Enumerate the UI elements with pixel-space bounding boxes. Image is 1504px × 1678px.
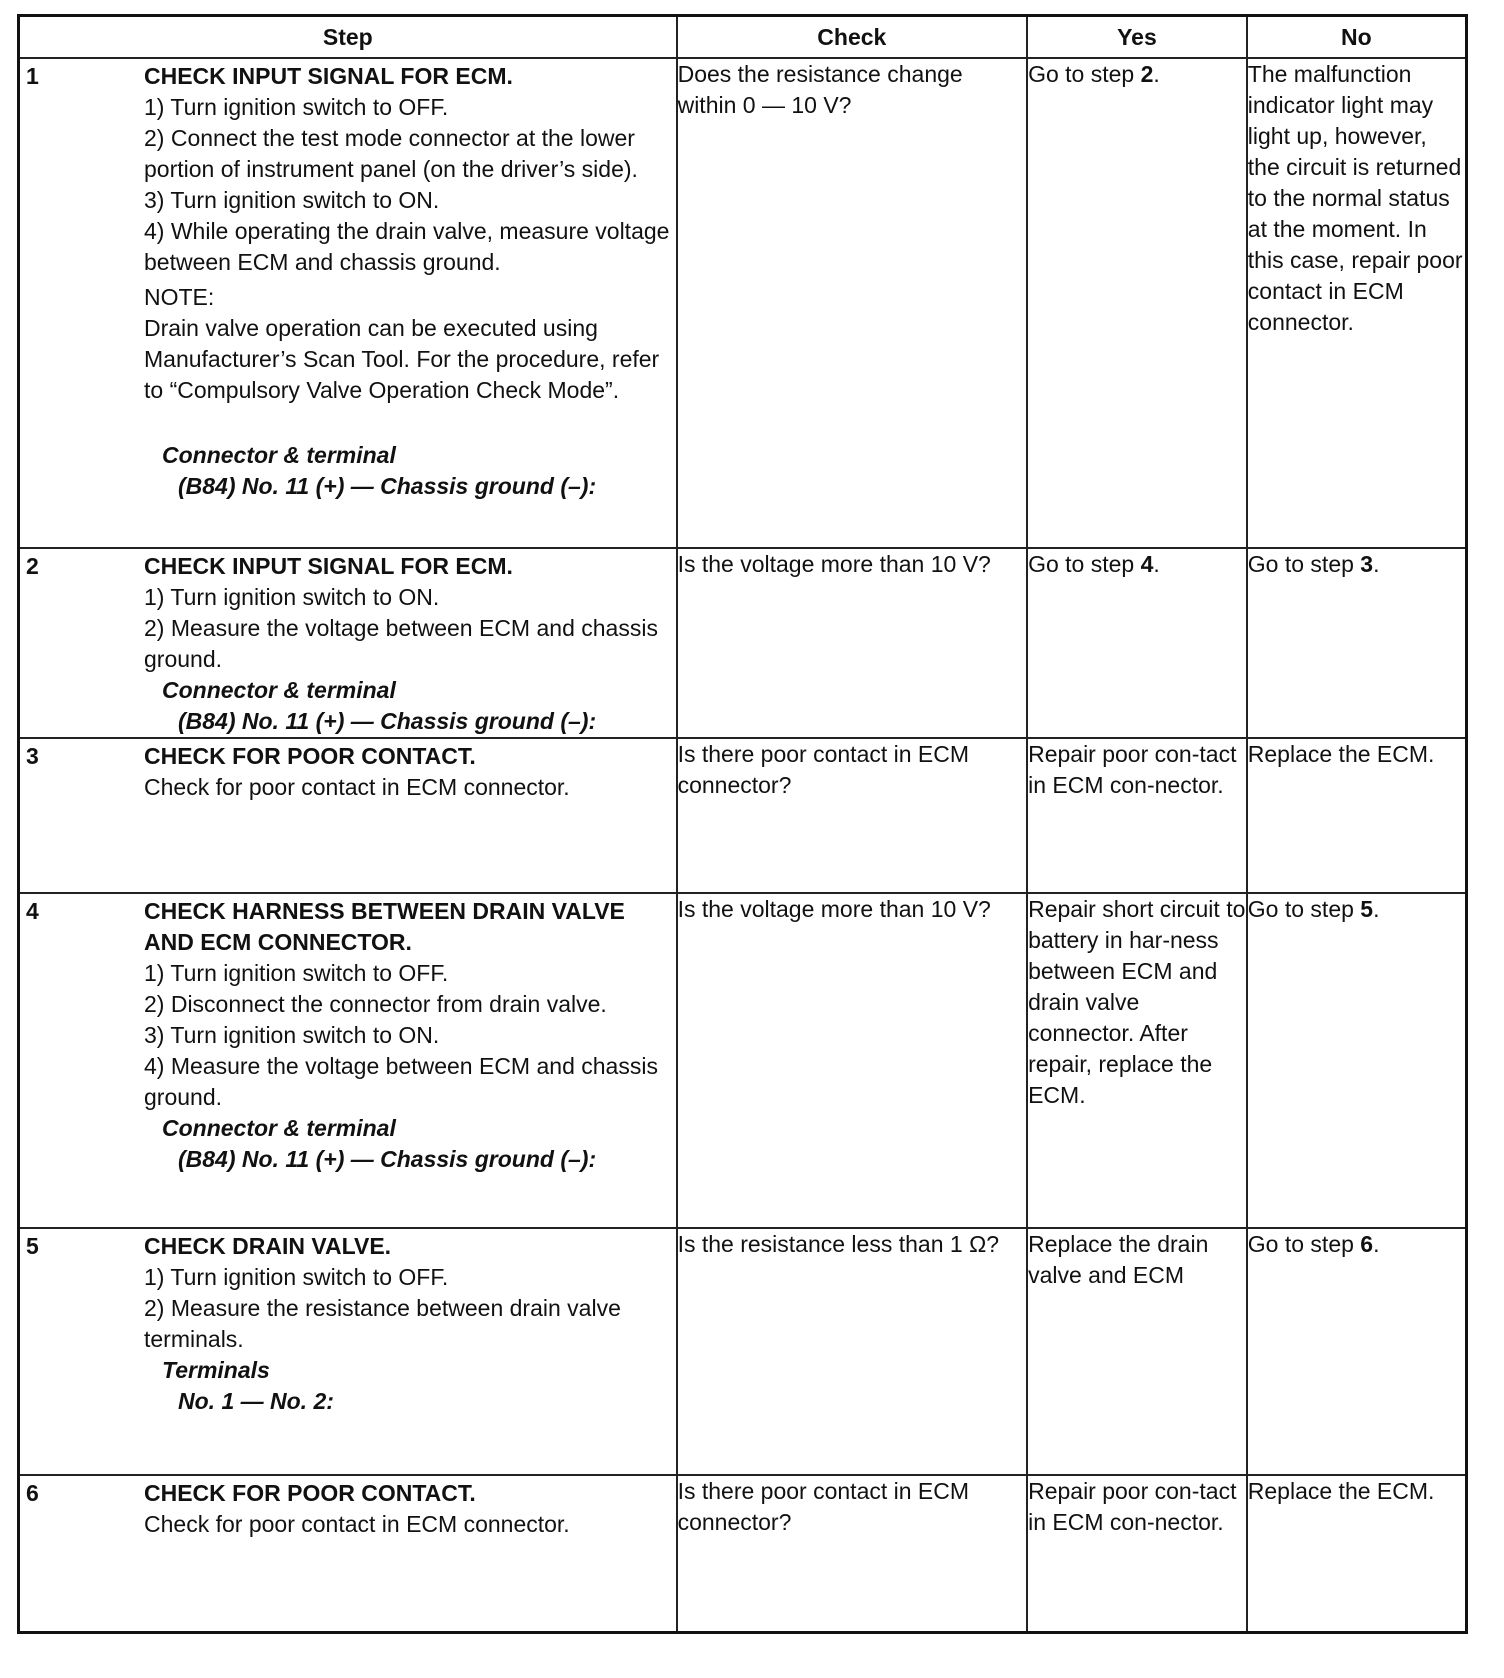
note-text: Drain valve operation can be executed using Manufacturer’s Scan Tool. For the procedure, refer to “Compulsory Valve Operation Check Mode”. bbox=[144, 315, 660, 403]
connector-terminal-label: Connector & terminal bbox=[162, 1115, 396, 1141]
instruction: 1) Turn ignition switch to ON. bbox=[144, 584, 440, 610]
check-cell: Is there poor contact in ECM connector? bbox=[677, 1475, 1028, 1632]
check-cell: Does the resistance change within 0 — 10 V? bbox=[677, 58, 1028, 548]
yes-cell: Repair poor con-tact in ECM con-nector. bbox=[1027, 1475, 1247, 1632]
connector-terminal-value: (B84) No. 11 (+) — Chassis ground (–): bbox=[178, 1146, 597, 1172]
header-check: Check bbox=[677, 16, 1028, 59]
instruction: Check for poor contact in ECM connector. bbox=[144, 774, 570, 800]
instruction: 2) Measure the resistance between drain valve terminals. bbox=[144, 1295, 621, 1352]
step-cell bbox=[19, 58, 677, 548]
step-number: 5 bbox=[26, 1233, 39, 1259]
instruction: 1) Turn ignition switch to OFF. bbox=[144, 1264, 449, 1290]
yes-cell: Replace the drain valve and ECM bbox=[1027, 1228, 1247, 1475]
yes-cell: Repair short circuit to battery in har-ness between ECM and drain valve connector. After repair, replace the ECM. bbox=[1027, 893, 1247, 1228]
instruction: 1) Turn ignition switch to OFF. bbox=[144, 94, 449, 120]
step-cell bbox=[19, 1228, 677, 1475]
step-cell bbox=[19, 893, 677, 1228]
check-cell: Is the voltage more than 10 V? bbox=[677, 548, 1028, 738]
instruction: 2) Measure the voltage between ECM and chassis ground. bbox=[144, 615, 658, 672]
step-number: 2 bbox=[26, 553, 39, 579]
step-title: CHECK INPUT SIGNAL FOR ECM. bbox=[144, 553, 513, 579]
no-cell: Replace the ECM. bbox=[1247, 738, 1467, 893]
instruction: 4) Measure the voltage between ECM and chassis ground. bbox=[144, 1053, 658, 1110]
check-cell: Is the resistance less than 1 Ω? bbox=[677, 1228, 1028, 1475]
step-title: CHECK HARNESS BETWEEN DRAIN VALVE AND ECM CONNECTOR. bbox=[144, 898, 625, 955]
header-row bbox=[19, 16, 1467, 59]
check-cell: Is the voltage more than 10 V? bbox=[677, 893, 1028, 1228]
yes-cell: Go to step 2. bbox=[1027, 58, 1247, 548]
step-title: CHECK FOR POOR CONTACT. bbox=[144, 743, 476, 769]
diagnostic-procedure-table bbox=[17, 14, 1468, 1634]
instruction: 2) Disconnect the connector from drain valve. bbox=[144, 991, 607, 1017]
check-cell: Is there poor contact in ECM connector? bbox=[677, 738, 1028, 893]
step-number: 3 bbox=[26, 743, 39, 769]
table-row bbox=[19, 738, 1467, 893]
instruction: 3) Turn ignition switch to ON. bbox=[144, 1022, 440, 1048]
step-title: CHECK FOR POOR CONTACT. bbox=[144, 1480, 476, 1506]
instruction: 4) While operating the drain valve, measure voltage between ECM and chassis ground. bbox=[144, 218, 670, 275]
step-number: 1 bbox=[26, 63, 39, 89]
header-no: No bbox=[1247, 16, 1467, 59]
connector-terminal-value: (B84) No. 11 (+) — Chassis ground (–): bbox=[178, 473, 597, 499]
step-cell bbox=[19, 738, 677, 893]
no-cell: Go to step 5. bbox=[1247, 893, 1467, 1228]
instruction: Check for poor contact in ECM connector. bbox=[144, 1511, 570, 1537]
yes-cell: Go to step 4. bbox=[1027, 548, 1247, 738]
step-number: 4 bbox=[26, 898, 39, 924]
table-row bbox=[19, 58, 1467, 548]
connector-terminal-label: Connector & terminal bbox=[162, 442, 396, 468]
yes-cell: Repair poor con-tact in ECM con-nector. bbox=[1027, 738, 1247, 893]
no-cell: The malfunction indicator light may light up, however, the circuit is returned to the normal status at the moment. In this case, repair poor contact in ECM connector. bbox=[1247, 58, 1467, 548]
table-row bbox=[19, 893, 1467, 1228]
step-cell bbox=[19, 1475, 677, 1632]
header-yes: Yes bbox=[1027, 16, 1247, 59]
instruction: 1) Turn ignition switch to OFF. bbox=[144, 960, 449, 986]
table-row bbox=[19, 1228, 1467, 1475]
no-cell: Replace the ECM. bbox=[1247, 1475, 1467, 1632]
instruction: 2) Connect the test mode connector at the lower portion of instrument panel (on the driver’s side). bbox=[144, 125, 638, 182]
table-row bbox=[19, 1475, 1467, 1632]
note-label: NOTE: bbox=[144, 284, 215, 310]
header-step: Step bbox=[19, 16, 677, 59]
connector-terminal-value: (B84) No. 11 (+) — Chassis ground (–): bbox=[178, 708, 597, 734]
no-cell: Go to step 3. bbox=[1247, 548, 1467, 738]
instruction: 3) Turn ignition switch to ON. bbox=[144, 187, 440, 213]
step-number: 6 bbox=[26, 1480, 39, 1506]
connector-terminal-label: Connector & terminal bbox=[162, 677, 396, 703]
no-cell: Go to step 6. bbox=[1247, 1228, 1467, 1475]
step-cell bbox=[19, 548, 677, 738]
table-row bbox=[19, 548, 1467, 738]
terminals-label: Terminals bbox=[162, 1357, 270, 1383]
step-title: CHECK DRAIN VALVE. bbox=[144, 1233, 392, 1259]
terminals-value: No. 1 — No. 2: bbox=[178, 1388, 334, 1414]
step-title: CHECK INPUT SIGNAL FOR ECM. bbox=[144, 63, 513, 89]
